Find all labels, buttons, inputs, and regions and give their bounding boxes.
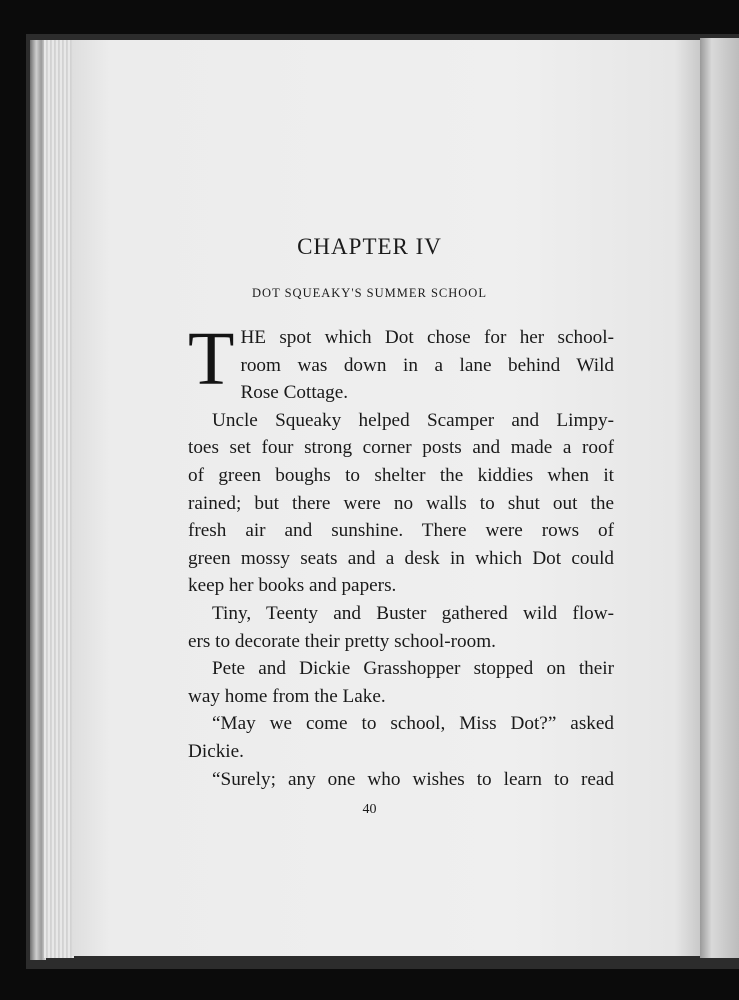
text-line: room was down in a lane behind Wild	[240, 354, 614, 376]
text-line: ers to decorate their pretty school-room.	[188, 630, 496, 652]
drop-cap: T	[188, 317, 235, 401]
text-line: “Surely; any one who wishes to learn to read	[212, 768, 614, 790]
chapter-subtitle: DOT SQUEAKY'S SUMMER SCHOOL	[252, 286, 487, 300]
text-line: Tiny, Teenty and Buster gathered wild flow-	[212, 602, 614, 624]
paragraph-1	[188, 317, 614, 407]
paragraph-2	[188, 407, 614, 600]
text-line: of green boughs to shelter the kiddies when it	[188, 464, 614, 486]
page-stack-edge	[44, 40, 74, 958]
text-line: HE spot which Dot chose for her school-	[240, 327, 614, 348]
text-line: rained; but there were no walls to shut out the	[188, 492, 614, 514]
paragraph-5	[188, 710, 614, 765]
page-number: 40	[362, 802, 377, 817]
text-line: green mossy seats and a desk in which Dot could	[188, 547, 614, 569]
chapter-title: CHAPTER IV	[297, 234, 442, 259]
text-line: “May we come to school, Miss Dot?” asked	[212, 713, 614, 735]
paragraph-6	[188, 766, 614, 794]
text-line: Uncle Squeaky helped Scamper and Limpy-	[212, 409, 614, 431]
text-line: way home from the Lake.	[188, 685, 386, 707]
text-line: toes set four strong corner posts and made a roof	[188, 437, 614, 459]
paragraph-4	[188, 655, 614, 710]
text-line: keep her books and papers.	[188, 575, 397, 597]
text-line: Pete and Dickie Grasshopper stopped on their	[212, 658, 614, 680]
paragraph-3	[188, 600, 614, 655]
text-line: Rose Cottage.	[240, 382, 349, 404]
body-text	[188, 317, 614, 793]
text-line: fresh air and sunshine. There were rows of	[188, 520, 614, 542]
facing-page-edge	[700, 38, 739, 958]
text-line: Dickie.	[188, 740, 244, 762]
